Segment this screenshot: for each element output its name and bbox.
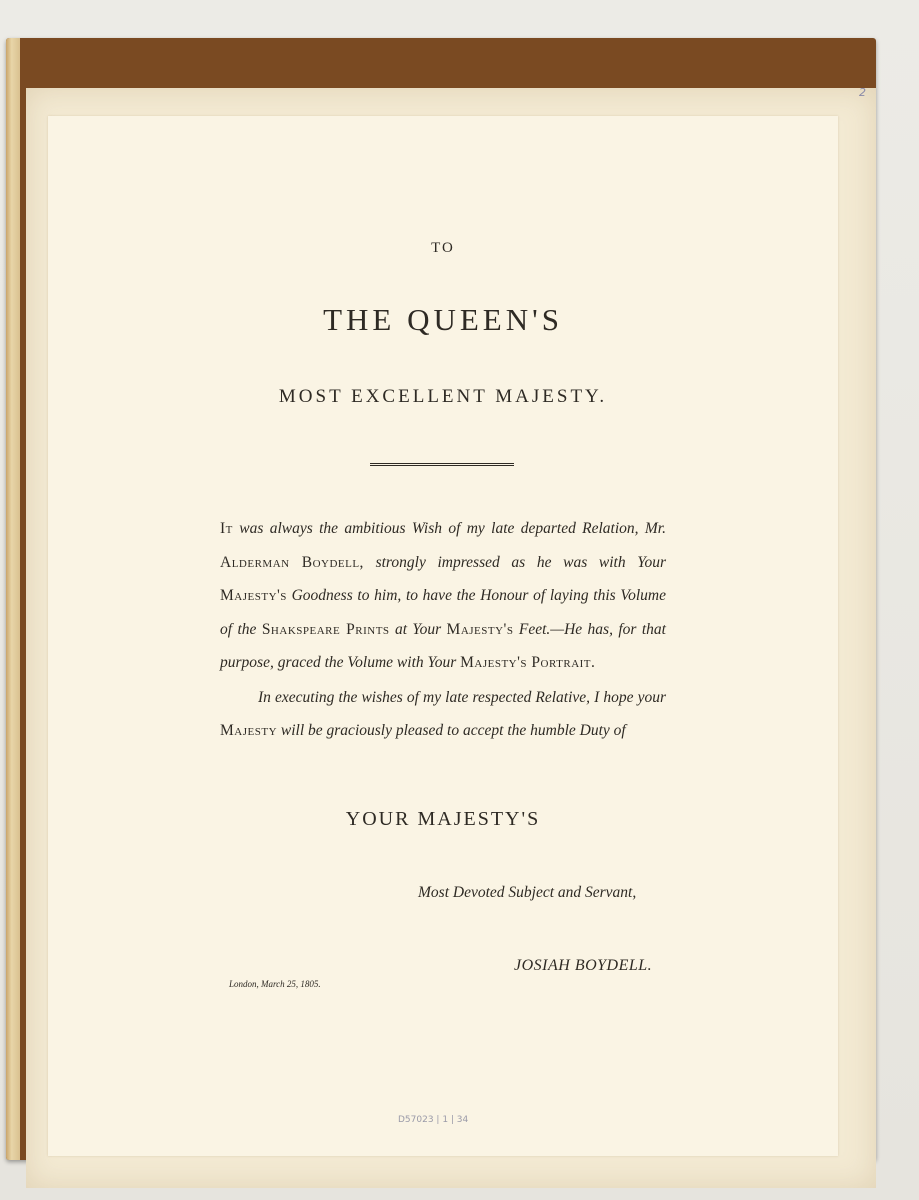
small-caps-run: Majesty's xyxy=(220,587,287,604)
text-run: In executing the wishes of my late respected Relative, I hope your xyxy=(258,688,666,706)
place-date: London, March 25, 1805. xyxy=(229,979,321,989)
divider-rule xyxy=(370,463,514,466)
small-caps-run: Majesty xyxy=(220,722,278,739)
closing-servant: Most Devoted Subject and Servant, xyxy=(418,884,637,901)
book-page xyxy=(26,88,876,1188)
small-caps-run: Shakspeare Prints xyxy=(261,620,390,638)
text-run: Feet.—He has, for that purpose, graced the Volume with Your xyxy=(220,620,666,671)
small-caps-run: Majesty's xyxy=(446,620,514,638)
heading-to: TO xyxy=(431,240,455,256)
paragraph-2 xyxy=(220,681,666,748)
paragraph-1 xyxy=(220,512,666,680)
text-run: strongly impressed as he was with Your xyxy=(363,553,666,571)
small-caps-run: It xyxy=(220,520,233,537)
dedication-body xyxy=(220,512,666,748)
heading-queen: THE QUEEN'S xyxy=(323,302,563,337)
dedication-plate xyxy=(48,116,838,1156)
small-caps-run: Majesty's Portrait. xyxy=(460,654,596,671)
text-run: Goodness to him, to have the Honour of laying this Volume of the xyxy=(220,587,666,638)
page-edges xyxy=(6,38,20,1160)
shelfmark: D57023 | 1 | 34 xyxy=(398,1115,469,1125)
text-run: at Your xyxy=(389,620,447,638)
small-caps-run: Alderman Boydell, xyxy=(220,553,364,571)
signature: JOSIAH BOYDELL. xyxy=(514,957,653,974)
text-run: was always the ambitious Wish of my late departed Relation, Mr. xyxy=(232,520,666,537)
text-run: will be graciously pleased to accept the humble Duty of xyxy=(277,722,626,739)
book-cover xyxy=(6,38,876,1160)
heading-majesty: MOST EXCELLENT MAJESTY. xyxy=(278,386,608,407)
closing-your-majesty: YOUR MAJESTY'S xyxy=(345,808,541,830)
page-number: 2 xyxy=(859,86,866,99)
